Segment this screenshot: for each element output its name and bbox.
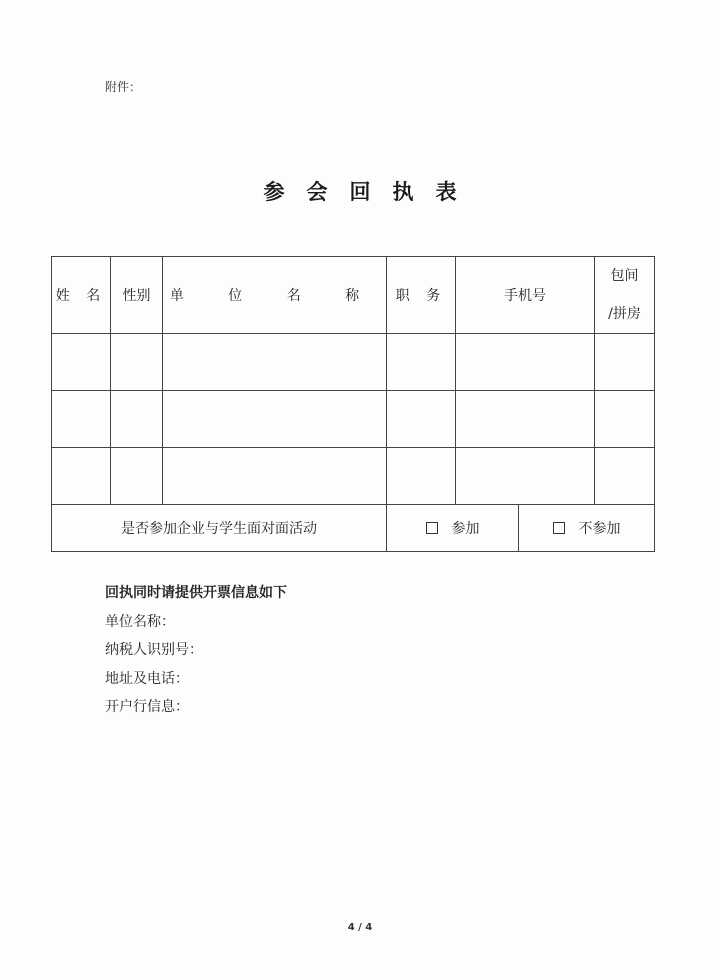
table-row	[52, 334, 655, 391]
header-phone: 手机号	[456, 257, 595, 334]
invoice-heading: 回执同时请提供开票信息如下	[105, 585, 287, 601]
company-name-label: 单位名称：	[105, 613, 175, 630]
option-attend[interactable]	[387, 505, 519, 552]
cell-position[interactable]	[387, 334, 456, 391]
header-position: 职 务	[387, 257, 456, 334]
cell-phone[interactable]	[456, 448, 595, 505]
invoice-section	[105, 583, 287, 726]
not-attend-checkbox[interactable]	[553, 522, 565, 534]
header-company: 单 位 名 称	[163, 257, 387, 334]
activity-question: 是否参加企业与学生面对面活动	[52, 505, 387, 552]
registration-table	[51, 256, 655, 552]
cell-gender[interactable]	[111, 391, 163, 448]
header-name: 姓 名	[52, 257, 111, 334]
option-not-attend[interactable]	[519, 505, 655, 552]
cell-position[interactable]	[387, 391, 456, 448]
bank-info-label: 开户行信息：	[105, 699, 189, 715]
cell-name[interactable]	[52, 334, 111, 391]
attend-label: 参加	[451, 521, 480, 537]
table-header-row	[52, 257, 655, 334]
attachment-label: 附件：	[105, 80, 142, 94]
cell-company[interactable]	[163, 334, 387, 391]
attend-checkbox[interactable]	[426, 522, 438, 534]
page-title: 参会回执表	[263, 179, 479, 204]
table-row	[52, 448, 655, 505]
cell-position[interactable]	[387, 448, 456, 505]
header-room	[595, 257, 655, 334]
table-row	[52, 391, 655, 448]
cell-gender[interactable]	[111, 334, 163, 391]
cell-phone[interactable]	[456, 391, 595, 448]
cell-room[interactable]	[595, 391, 655, 448]
cell-company[interactable]	[163, 391, 387, 448]
address-phone-label: 地址及电话：	[105, 670, 189, 687]
activity-row	[52, 505, 655, 552]
header-room-line1: 包间	[610, 268, 639, 284]
cell-name[interactable]	[52, 391, 111, 448]
cell-phone[interactable]	[456, 334, 595, 391]
not-attend-label: 不参加	[578, 521, 621, 537]
header-gender: 性别	[111, 257, 163, 334]
cell-room[interactable]	[595, 448, 655, 505]
page-number: 4 / 4	[347, 922, 373, 933]
cell-gender[interactable]	[111, 448, 163, 505]
taxpayer-id-label: 纳税人识别号：	[105, 642, 203, 658]
cell-room[interactable]	[595, 334, 655, 391]
cell-name[interactable]	[52, 448, 111, 505]
header-room-line2: /拼房	[608, 306, 641, 322]
cell-company[interactable]	[163, 448, 387, 505]
